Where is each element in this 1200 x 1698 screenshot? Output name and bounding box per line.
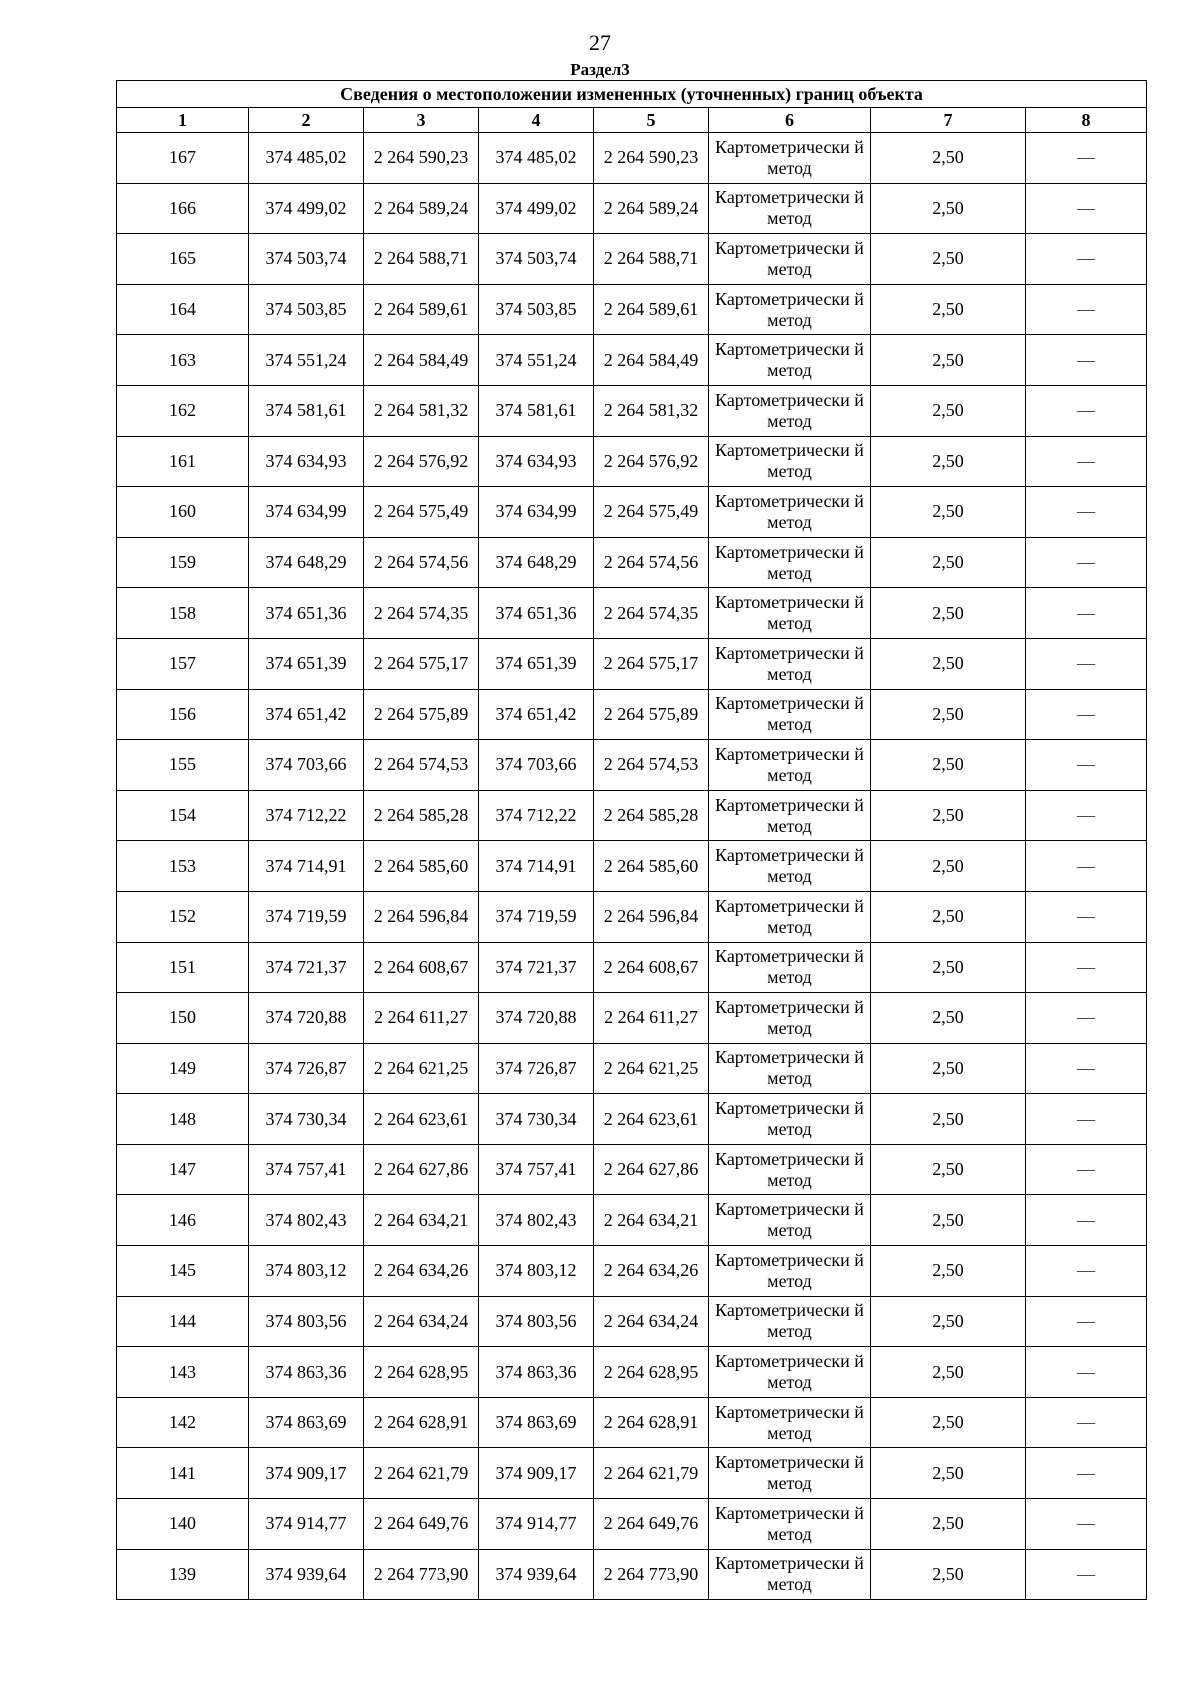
description-cell: — [1026, 1347, 1147, 1398]
description-cell: — [1026, 1296, 1147, 1347]
table-row [117, 891, 1147, 942]
x-old-cell: 374 551,24 [249, 335, 364, 386]
y-old-cell: 2 264 575,49 [364, 487, 479, 538]
y-new-cell: 2 264 773,90 [594, 1549, 709, 1600]
y-new-cell: 2 264 649,76 [594, 1499, 709, 1550]
x-old-cell: 374 651,36 [249, 588, 364, 639]
method-cell: Картометрически й метод [709, 1499, 871, 1550]
y-new-cell: 2 264 611,27 [594, 993, 709, 1044]
y-new-cell: 2 264 628,95 [594, 1347, 709, 1398]
y-old-cell: 2 264 585,28 [364, 790, 479, 841]
x-new-cell: 374 803,56 [479, 1296, 594, 1347]
table-row [117, 1397, 1147, 1448]
accuracy-cell: 2,50 [871, 1499, 1026, 1550]
x-new-cell: 374 863,36 [479, 1347, 594, 1398]
point-number-cell: 162 [117, 385, 249, 436]
point-number-cell: 142 [117, 1397, 249, 1448]
description-cell: — [1026, 841, 1147, 892]
point-number-cell: 152 [117, 891, 249, 942]
x-new-cell: 374 485,02 [479, 133, 594, 184]
x-old-cell: 374 909,17 [249, 1448, 364, 1499]
y-new-cell: 2 264 590,23 [594, 133, 709, 184]
description-cell: — [1026, 385, 1147, 436]
description-cell: — [1026, 790, 1147, 841]
x-old-cell: 374 503,74 [249, 234, 364, 285]
table-row [117, 537, 1147, 588]
method-cell: Картометрически й метод [709, 1347, 871, 1398]
column-header-8: 8 [1026, 108, 1147, 133]
method-cell: Картометрически й метод [709, 588, 871, 639]
description-cell: — [1026, 1043, 1147, 1094]
y-old-cell: 2 264 621,79 [364, 1448, 479, 1499]
y-old-cell: 2 264 588,71 [364, 234, 479, 285]
description-cell: — [1026, 740, 1147, 791]
accuracy-cell: 2,50 [871, 689, 1026, 740]
y-old-cell: 2 264 575,89 [364, 689, 479, 740]
method-cell: Картометрически й метод [709, 234, 871, 285]
y-new-cell: 2 264 589,61 [594, 284, 709, 335]
accuracy-cell: 2,50 [871, 436, 1026, 487]
point-number-cell: 144 [117, 1296, 249, 1347]
accuracy-cell: 2,50 [871, 487, 1026, 538]
method-cell: Картометрически й метод [709, 891, 871, 942]
y-new-cell: 2 264 621,25 [594, 1043, 709, 1094]
accuracy-cell: 2,50 [871, 1296, 1026, 1347]
x-old-cell: 374 802,43 [249, 1195, 364, 1246]
accuracy-cell: 2,50 [871, 1144, 1026, 1195]
x-old-cell: 374 581,61 [249, 385, 364, 436]
y-new-cell: 2 264 628,91 [594, 1397, 709, 1448]
x-new-cell: 374 863,69 [479, 1397, 594, 1448]
description-cell: — [1026, 436, 1147, 487]
x-old-cell: 374 499,02 [249, 183, 364, 234]
table-row [117, 335, 1147, 386]
x-old-cell: 374 803,56 [249, 1296, 364, 1347]
accuracy-cell: 2,50 [871, 385, 1026, 436]
description-cell: — [1026, 1549, 1147, 1600]
accuracy-cell: 2,50 [871, 841, 1026, 892]
x-old-cell: 374 719,59 [249, 891, 364, 942]
method-cell: Картометрически й метод [709, 740, 871, 791]
x-new-cell: 374 634,99 [479, 487, 594, 538]
description-cell: — [1026, 487, 1147, 538]
method-cell: Картометрически й метод [709, 689, 871, 740]
x-new-cell: 374 651,42 [479, 689, 594, 740]
point-number-cell: 160 [117, 487, 249, 538]
column-header-4: 4 [479, 108, 594, 133]
x-old-cell: 374 634,93 [249, 436, 364, 487]
x-old-cell: 374 863,36 [249, 1347, 364, 1398]
x-new-cell: 374 503,85 [479, 284, 594, 335]
method-cell: Картометрически й метод [709, 1144, 871, 1195]
method-cell: Картометрически й метод [709, 1549, 871, 1600]
column-header-7: 7 [871, 108, 1026, 133]
point-number-cell: 147 [117, 1144, 249, 1195]
accuracy-cell: 2,50 [871, 1397, 1026, 1448]
accuracy-cell: 2,50 [871, 133, 1026, 184]
description-cell: — [1026, 1094, 1147, 1145]
y-new-cell: 2 264 585,28 [594, 790, 709, 841]
x-new-cell: 374 721,37 [479, 942, 594, 993]
x-new-cell: 374 499,02 [479, 183, 594, 234]
method-cell: Картометрически й метод [709, 1448, 871, 1499]
method-cell: Картометрически й метод [709, 942, 871, 993]
table-row [117, 133, 1147, 184]
description-cell: — [1026, 1499, 1147, 1550]
column-header-1: 1 [117, 108, 249, 133]
y-new-cell: 2 264 634,26 [594, 1246, 709, 1297]
x-new-cell: 374 581,61 [479, 385, 594, 436]
y-old-cell: 2 264 590,23 [364, 133, 479, 184]
description-cell: — [1026, 1246, 1147, 1297]
y-new-cell: 2 264 574,56 [594, 537, 709, 588]
x-new-cell: 374 503,74 [479, 234, 594, 285]
description-cell: — [1026, 537, 1147, 588]
accuracy-cell: 2,50 [871, 993, 1026, 1044]
column-header-3: 3 [364, 108, 479, 133]
method-cell: Картометрически й метод [709, 385, 871, 436]
accuracy-cell: 2,50 [871, 1094, 1026, 1145]
point-number-cell: 139 [117, 1549, 249, 1600]
point-number-cell: 161 [117, 436, 249, 487]
table-row [117, 740, 1147, 791]
y-new-cell: 2 264 608,67 [594, 942, 709, 993]
x-new-cell: 374 648,29 [479, 537, 594, 588]
point-number-cell: 164 [117, 284, 249, 335]
column-header-2: 2 [249, 108, 364, 133]
y-old-cell: 2 264 585,60 [364, 841, 479, 892]
method-cell: Картометрически й метод [709, 1043, 871, 1094]
point-number-cell: 157 [117, 638, 249, 689]
point-number-cell: 159 [117, 537, 249, 588]
point-number-cell: 149 [117, 1043, 249, 1094]
method-cell: Картометрически й метод [709, 436, 871, 487]
table-row [117, 588, 1147, 639]
table-header-row [117, 108, 1147, 133]
accuracy-cell: 2,50 [871, 1448, 1026, 1499]
description-cell: — [1026, 993, 1147, 1044]
point-number-cell: 166 [117, 183, 249, 234]
point-number-cell: 167 [117, 133, 249, 184]
x-old-cell: 374 720,88 [249, 993, 364, 1044]
point-number-cell: 163 [117, 335, 249, 386]
y-old-cell: 2 264 574,56 [364, 537, 479, 588]
y-old-cell: 2 264 575,17 [364, 638, 479, 689]
y-new-cell: 2 264 589,24 [594, 183, 709, 234]
point-number-cell: 158 [117, 588, 249, 639]
accuracy-cell: 2,50 [871, 537, 1026, 588]
point-number-cell: 146 [117, 1195, 249, 1246]
method-cell: Картометрически й метод [709, 1397, 871, 1448]
x-old-cell: 374 714,91 [249, 841, 364, 892]
table-row [117, 638, 1147, 689]
column-header-6: 6 [709, 108, 871, 133]
x-new-cell: 374 703,66 [479, 740, 594, 791]
method-cell: Картометрически й метод [709, 1195, 871, 1246]
table-body [117, 133, 1147, 1600]
x-old-cell: 374 703,66 [249, 740, 364, 791]
y-old-cell: 2 264 589,24 [364, 183, 479, 234]
column-header-5: 5 [594, 108, 709, 133]
table-row [117, 183, 1147, 234]
point-number-cell: 165 [117, 234, 249, 285]
x-new-cell: 374 634,93 [479, 436, 594, 487]
table-row [117, 689, 1147, 740]
accuracy-cell: 2,50 [871, 335, 1026, 386]
y-old-cell: 2 264 581,32 [364, 385, 479, 436]
table-row [117, 1043, 1147, 1094]
x-new-cell: 374 714,91 [479, 841, 594, 892]
description-cell: — [1026, 335, 1147, 386]
method-cell: Картометрически й метод [709, 335, 871, 386]
point-number-cell: 154 [117, 790, 249, 841]
page-number: 27 [589, 30, 611, 55]
point-number-cell: 156 [117, 689, 249, 740]
table-row [117, 790, 1147, 841]
table-row [117, 1499, 1147, 1550]
description-cell: — [1026, 588, 1147, 639]
method-cell: Картометрически й метод [709, 1246, 871, 1297]
accuracy-cell: 2,50 [871, 1195, 1026, 1246]
method-cell: Картометрически й метод [709, 183, 871, 234]
table-row [117, 436, 1147, 487]
y-old-cell: 2 264 773,90 [364, 1549, 479, 1600]
accuracy-cell: 2,50 [871, 284, 1026, 335]
y-new-cell: 2 264 588,71 [594, 234, 709, 285]
description-cell: — [1026, 689, 1147, 740]
x-new-cell: 374 909,17 [479, 1448, 594, 1499]
method-cell: Картометрически й метод [709, 487, 871, 538]
y-old-cell: 2 264 627,86 [364, 1144, 479, 1195]
y-new-cell: 2 264 574,35 [594, 588, 709, 639]
y-old-cell: 2 264 576,92 [364, 436, 479, 487]
x-old-cell: 374 863,69 [249, 1397, 364, 1448]
x-old-cell: 374 485,02 [249, 133, 364, 184]
point-number-cell: 148 [117, 1094, 249, 1145]
x-old-cell: 374 730,34 [249, 1094, 364, 1145]
point-number-cell: 140 [117, 1499, 249, 1550]
x-old-cell: 374 939,64 [249, 1549, 364, 1600]
method-cell: Картометрически й метод [709, 638, 871, 689]
x-old-cell: 374 648,29 [249, 537, 364, 588]
y-new-cell: 2 264 576,92 [594, 436, 709, 487]
y-new-cell: 2 264 574,53 [594, 740, 709, 791]
x-new-cell: 374 726,87 [479, 1043, 594, 1094]
method-cell: Картометрически й метод [709, 1296, 871, 1347]
table-row [117, 385, 1147, 436]
table-row [117, 1347, 1147, 1398]
description-cell: — [1026, 284, 1147, 335]
accuracy-cell: 2,50 [871, 1347, 1026, 1398]
point-number-cell: 155 [117, 740, 249, 791]
accuracy-cell: 2,50 [871, 790, 1026, 841]
description-cell: — [1026, 234, 1147, 285]
description-cell: — [1026, 133, 1147, 184]
section-title: Раздел3 [570, 60, 630, 79]
point-number-cell: 151 [117, 942, 249, 993]
x-old-cell: 374 634,99 [249, 487, 364, 538]
x-old-cell: 374 757,41 [249, 1144, 364, 1195]
x-new-cell: 374 939,64 [479, 1549, 594, 1600]
x-new-cell: 374 720,88 [479, 993, 594, 1044]
y-new-cell: 2 264 581,32 [594, 385, 709, 436]
method-cell: Картометрически й метод [709, 284, 871, 335]
y-old-cell: 2 264 628,91 [364, 1397, 479, 1448]
table-row [117, 1246, 1147, 1297]
y-new-cell: 2 264 575,89 [594, 689, 709, 740]
method-cell: Картометрически й метод [709, 841, 871, 892]
y-old-cell: 2 264 589,61 [364, 284, 479, 335]
y-old-cell: 2 264 608,67 [364, 942, 479, 993]
table-row [117, 841, 1147, 892]
y-new-cell: 2 264 575,17 [594, 638, 709, 689]
y-new-cell: 2 264 585,60 [594, 841, 709, 892]
accuracy-cell: 2,50 [871, 638, 1026, 689]
point-number-cell: 153 [117, 841, 249, 892]
y-new-cell: 2 264 575,49 [594, 487, 709, 538]
description-cell: — [1026, 1448, 1147, 1499]
table-row [117, 234, 1147, 285]
x-new-cell: 374 651,36 [479, 588, 594, 639]
x-old-cell: 374 914,77 [249, 1499, 364, 1550]
x-old-cell: 374 803,12 [249, 1246, 364, 1297]
x-new-cell: 374 730,34 [479, 1094, 594, 1145]
y-old-cell: 2 264 634,21 [364, 1195, 479, 1246]
x-new-cell: 374 803,12 [479, 1246, 594, 1297]
y-old-cell: 2 264 584,49 [364, 335, 479, 386]
boundary-coordinates-table [116, 80, 1147, 1600]
table-row [117, 1144, 1147, 1195]
y-old-cell: 2 264 634,26 [364, 1246, 479, 1297]
y-new-cell: 2 264 623,61 [594, 1094, 709, 1145]
table-row [117, 1296, 1147, 1347]
point-number-cell: 141 [117, 1448, 249, 1499]
accuracy-cell: 2,50 [871, 740, 1026, 791]
accuracy-cell: 2,50 [871, 588, 1026, 639]
y-old-cell: 2 264 574,53 [364, 740, 479, 791]
x-old-cell: 374 651,42 [249, 689, 364, 740]
x-new-cell: 374 551,24 [479, 335, 594, 386]
y-old-cell: 2 264 628,95 [364, 1347, 479, 1398]
accuracy-cell: 2,50 [871, 234, 1026, 285]
accuracy-cell: 2,50 [871, 891, 1026, 942]
y-old-cell: 2 264 621,25 [364, 1043, 479, 1094]
table-row [117, 1448, 1147, 1499]
accuracy-cell: 2,50 [871, 1043, 1026, 1094]
x-new-cell: 374 719,59 [479, 891, 594, 942]
point-number-cell: 150 [117, 993, 249, 1044]
description-cell: — [1026, 183, 1147, 234]
x-new-cell: 374 757,41 [479, 1144, 594, 1195]
point-number-cell: 143 [117, 1347, 249, 1398]
description-cell: — [1026, 891, 1147, 942]
y-old-cell: 2 264 634,24 [364, 1296, 479, 1347]
x-new-cell: 374 651,39 [479, 638, 594, 689]
y-old-cell: 2 264 649,76 [364, 1499, 479, 1550]
y-new-cell: 2 264 621,79 [594, 1448, 709, 1499]
method-cell: Картометрически й метод [709, 1094, 871, 1145]
description-cell: — [1026, 638, 1147, 689]
table-caption-row [117, 81, 1147, 108]
table-row [117, 1094, 1147, 1145]
description-cell: — [1026, 1195, 1147, 1246]
x-old-cell: 374 503,85 [249, 284, 364, 335]
x-old-cell: 374 726,87 [249, 1043, 364, 1094]
x-old-cell: 374 721,37 [249, 942, 364, 993]
table-row [117, 487, 1147, 538]
y-old-cell: 2 264 596,84 [364, 891, 479, 942]
y-new-cell: 2 264 634,21 [594, 1195, 709, 1246]
y-new-cell: 2 264 627,86 [594, 1144, 709, 1195]
table-caption: Сведения о местоположении измененных (уточненных) границ объекта [117, 81, 1147, 108]
y-old-cell: 2 264 574,35 [364, 588, 479, 639]
table-row [117, 284, 1147, 335]
x-old-cell: 374 651,39 [249, 638, 364, 689]
y-new-cell: 2 264 584,49 [594, 335, 709, 386]
method-cell: Картометрически й метод [709, 537, 871, 588]
x-new-cell: 374 802,43 [479, 1195, 594, 1246]
accuracy-cell: 2,50 [871, 1549, 1026, 1600]
table-row [117, 1549, 1147, 1600]
y-old-cell: 2 264 623,61 [364, 1094, 479, 1145]
y-new-cell: 2 264 634,24 [594, 1296, 709, 1347]
x-old-cell: 374 712,22 [249, 790, 364, 841]
method-cell: Картометрически й метод [709, 790, 871, 841]
description-cell: — [1026, 942, 1147, 993]
accuracy-cell: 2,50 [871, 1246, 1026, 1297]
table-row [117, 993, 1147, 1044]
method-cell: Картометрически й метод [709, 993, 871, 1044]
method-cell: Картометрически й метод [709, 133, 871, 184]
y-old-cell: 2 264 611,27 [364, 993, 479, 1044]
x-new-cell: 374 914,77 [479, 1499, 594, 1550]
accuracy-cell: 2,50 [871, 183, 1026, 234]
description-cell: — [1026, 1144, 1147, 1195]
y-new-cell: 2 264 596,84 [594, 891, 709, 942]
table-row [117, 1195, 1147, 1246]
description-cell: — [1026, 1397, 1147, 1448]
point-number-cell: 145 [117, 1246, 249, 1297]
x-new-cell: 374 712,22 [479, 790, 594, 841]
accuracy-cell: 2,50 [871, 942, 1026, 993]
table-row [117, 942, 1147, 993]
